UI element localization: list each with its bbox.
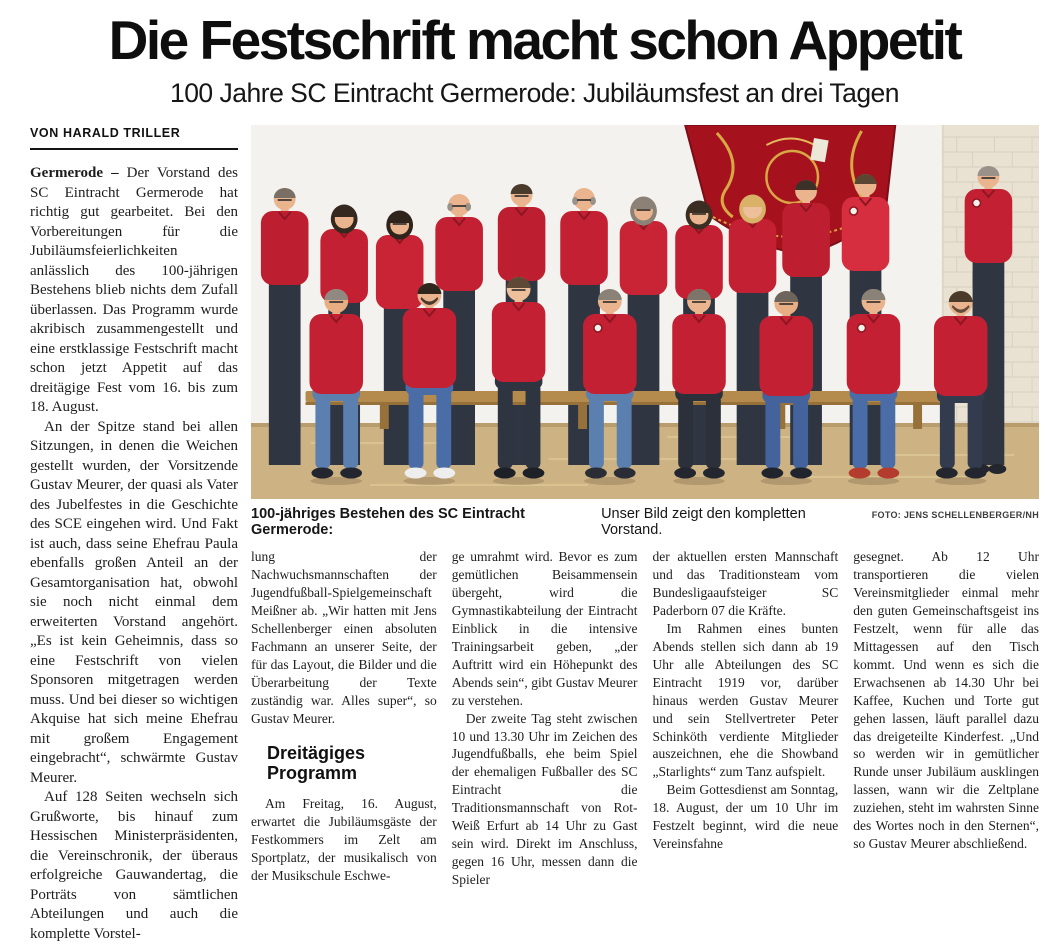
column-section — [251, 548, 1039, 889]
caption-lead: 100-jähriges Bestehen des SC Eintracht Germerode: — [251, 506, 525, 538]
dateline: Germerode – — [30, 165, 119, 182]
text-column-2 — [452, 548, 638, 889]
photo-frame — [251, 125, 1039, 499]
article-paragraph: gesegnet. Ab 12 Uhr transportieren die vielen Vereinsmitglieder einmal mehr den guten Gemeinschaftsgeist ins Festzelt, wenn für alle das Mittagessen auf den Tisch kommt. Und wenn es sich die Erwachsenen ab 14.30 Uhr bei Kaffee, Kuchen und Torte gut gehen lassen, läuft parallel dazu das dreigeteilte Kinderfest. „Und so werden wir in gemütlicher Runde unser Jubiläum ausklingen lassen, wann wir die Zeltplane zuziehen, steht im wahrsten Sinne des Wortes noch in den Sternen“, so Gustav Meurer abschließend. — [853, 549, 1039, 852]
article-paragraph: Auf 128 Seiten wechseln sich Grußworte, bis hinauf zum Hessischen Ministerpräsidenten, die Vereinschronik, der überaus erfolgreiche Gauwandertag, die Porträts von sämtlichen Abteilungen und auch die komplette Vorstel- — [30, 789, 238, 942]
article-paragraph: der aktuellen ersten Mannschaft und das Traditionsteam vom Bundesligaaufsteiger SC Paderborn 07 die Kräfte. — [652, 549, 839, 618]
article-paragraph: ge umrahmt wird. Bevor es zum gemütlichen Beisammensein übergeht, wird die Gymnastikabteilung der Eintracht Einblick in die intensive Trainingsarbeit geben, „der Auftritt wird ein Höhepunkt des Abends sein“, gibt Gustav Meurer zu verstehen. — [451, 549, 638, 708]
team-photo — [251, 125, 1039, 499]
subheadline: 100 Jahre SC Eintracht Germerode: Jubiläumsfest an drei Tagen — [169, 78, 900, 108]
headline: Die Festschrift macht schon Appetit — [108, 9, 961, 71]
section-subhead: Dreitägiges Programm — [267, 742, 366, 784]
caption-text: Unser Bild zeigt den kompletten Vorstand. — [601, 506, 806, 538]
article-paragraph: An der Spitze stand bei allen Sitzungen, in denen die Weichen gestellt wurden, der Vorsitzende Gustav Meurer, der quasi als Vater des Jubelfestes in die Geschichte des SCE eingehen wird. Und Fakt ist auch, dass seine Ehefrau Paula ebenfalls großen Anteil an der Gesamtorganisation hat, obwohl sie noch nicht einmal dem erweiterten Vorstand angehört. „Es ist kein Geheimnis, dass so eine Festschrift von vielen Sponsoren mitgetragen werden muss. Und bei dieser so wichtigen Akquise hat sich meine Ehefrau mit großem Engagement eingebracht“, schwärmte Gustav Meurer. — [30, 418, 238, 786]
article-paragraph: Beim Gottesdienst am Sonntag, 18. August, der um 10 Uhr im Festzelt beginnt, wird die neue Vereinsfahne — [652, 782, 839, 852]
photo-credit: FOTO: JENS SCHELLENBERGER/NH — [871, 510, 1039, 520]
photo-caption — [251, 506, 1039, 538]
photo-and-columns — [251, 125, 1039, 944]
text-column-4 — [853, 548, 1039, 889]
article-paragraph: lung der Nachwuchsmannschaften der Jugendfußball-Spielgemeinschaft Meißner ab. „Wir hatten mit Jens Schellenberger einen absoluten Fachmann an unserer Seite, der für das Layout, die Bilder und die Überarbeitung der Texte zuständig war. Alles super“, so Gustav Meurer. — [251, 549, 437, 726]
article-paragraph: Am Freitag, 16. August, erwartet die Jubiläumsgäste der Festkommers im Zelt am Sportplatz, der musikalisch von der Musikschule Eschwe- — [251, 795, 437, 883]
article-paragraph: Der zweite Tag steht zwischen 10 und 13.30 Uhr im Zeichen des Jugendfußballs, ehe beim Spiel der ehemaligen Fußballer des SC Eintracht die Traditionsmannschaft von Rot-Weiß Erfurt ab 14 Uhr zu Gast sein wird. Direkt im Anschluss, gegen 16 Uhr, messen dann die Spieler — [451, 710, 638, 888]
article-paragraph — [30, 164, 238, 418]
intro-column — [30, 125, 238, 944]
text-column-3 — [653, 548, 839, 889]
byline: VON HARALD TRILLER — [30, 125, 238, 150]
text-column-1 — [251, 548, 437, 889]
article-paragraph: Im Rahmen eines bunten Abends stellen sich dann ab 19 Uhr alle Abteilungen des SC Eintracht 1919 vor, darüber hinaus werden Gustav Meurer und sein Stellvertreter Peter Schinköth verdiente Mitglieder auszeichnen, ehe die Showband „Starlights“ zum Tanz aufspielt. — [652, 620, 839, 780]
paragraph-text: Der Vorstand des SC Eintracht Germerode hat richtig gut gearbeitet. Bei den Vorbereitungen für die Jubiläumsfeierlichkeiten anlässlich des 100-jährigen Bestehens blieb nichts dem Zufall überlassen. Das Programm wurde akribisch zusammengestellt und eine erstklassige Festschrift macht schon jetzt Appetit auf das dreitägige Fest vom 16. bis zum 18. August. — [30, 165, 238, 416]
article-body — [30, 125, 1039, 944]
